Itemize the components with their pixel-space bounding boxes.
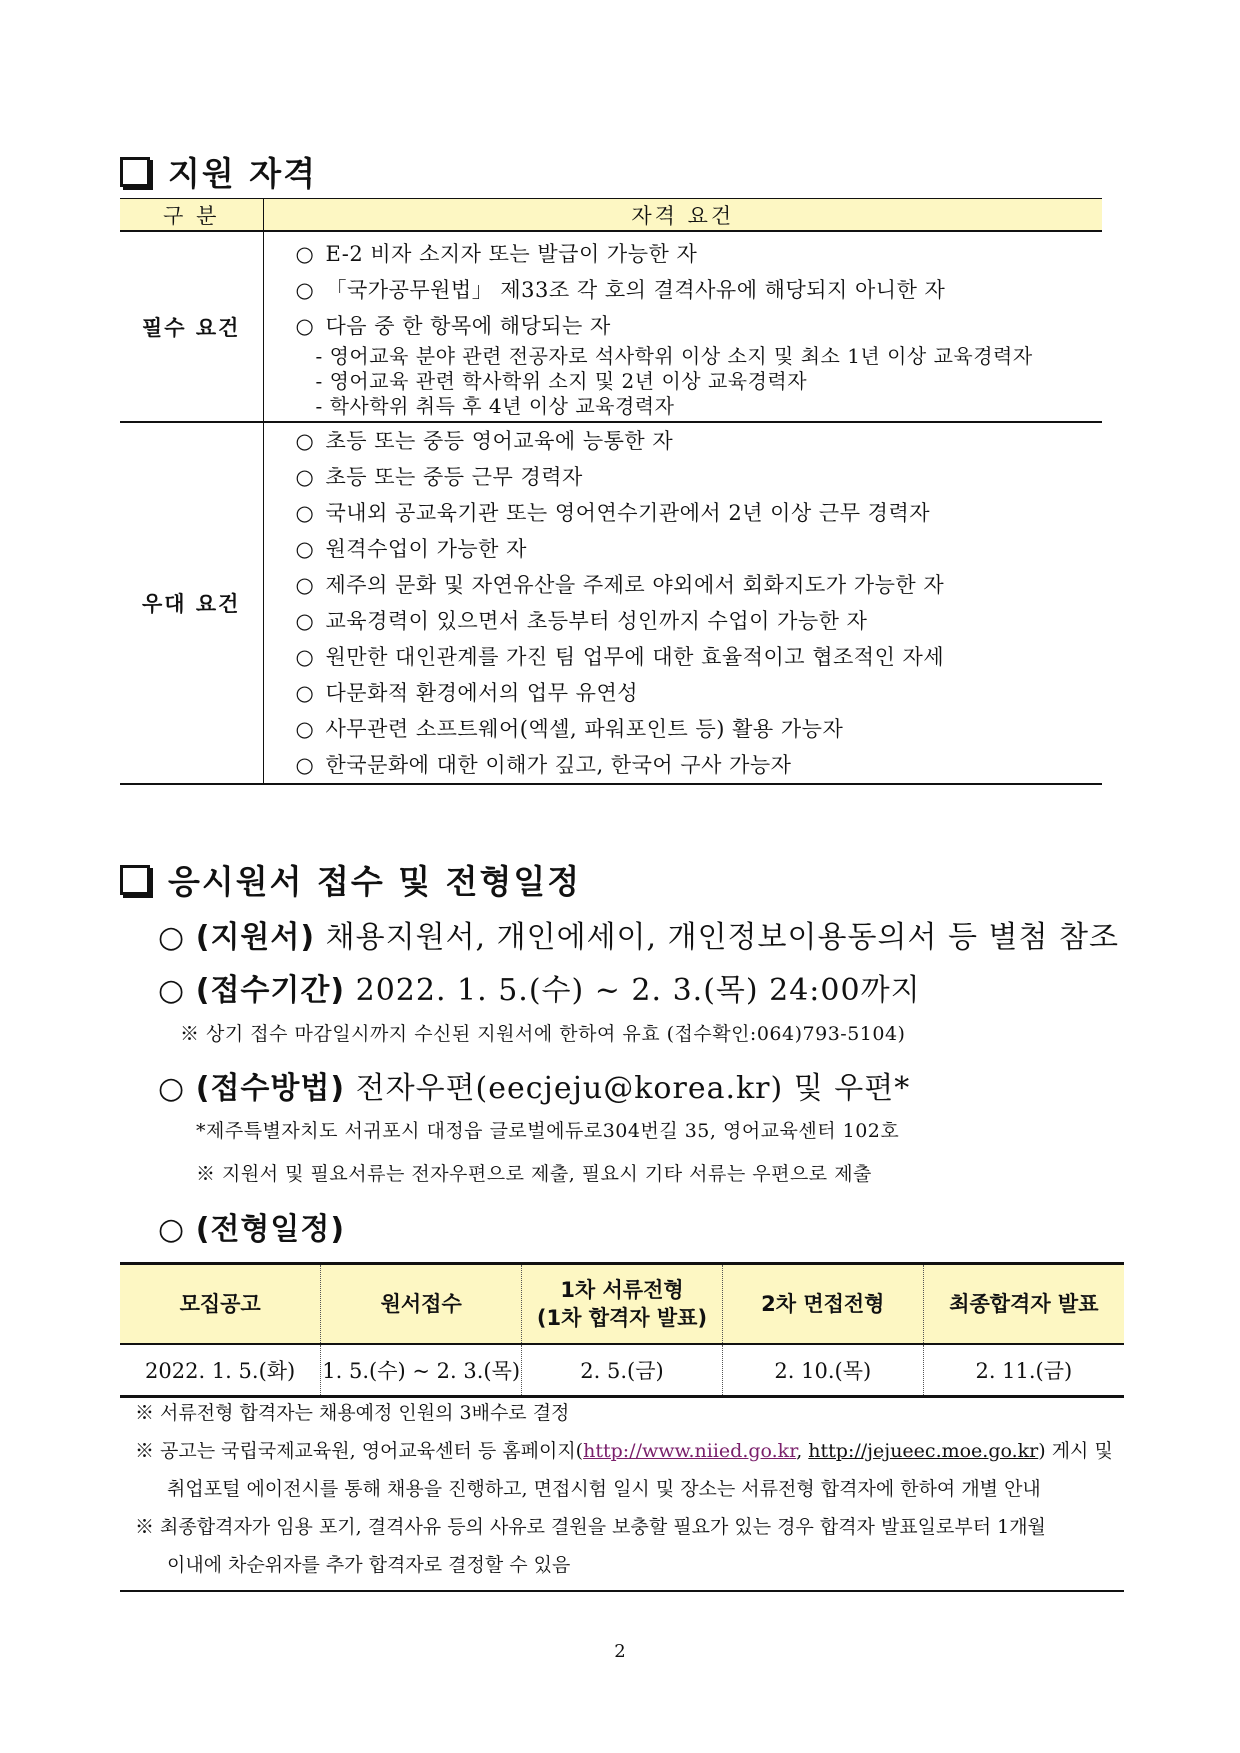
sub-item: - 영어교육 관련 학사학위 소지 및 2년 이상 교육경력자 [315,369,808,393]
header-document-screening: 1차 서류전형 (1차 합격자 발표) [522,1264,723,1345]
application-label: (지원서) [195,920,316,955]
bullet-icon: ○ [158,973,186,1008]
period-label: (접수기간) [195,973,346,1008]
footnote-3-continued: 이내에 차순위자를 추가 합격자로 결정할 수 있음 [167,1554,571,1576]
list-item: ○ 다음 중 한 항목에 해당되는 자 [264,308,1103,344]
list-item: ○ 사무관련 소프트웨어(엑셀, 파워포인트 등) 활용 가능자 [264,711,1103,747]
method-line [158,1063,910,1107]
bullet-icon: ○ [295,609,315,633]
footnote-3: ※ 최종합격자가 임용 포기, 결격사유 등의 사유로 결원을 보충할 필요가 있는 경우 합격자 발표일로부터 1개월 [135,1516,1046,1538]
jejueec-link[interactable]: http://jejueec.moe.go.kr [808,1440,1039,1462]
section-title-text: 지원 자격 [168,154,318,193]
bullet-icon: ○ [295,645,315,669]
list-item: ○ 국내외 공교육기관 또는 영어연수기관에서 2년 이상 근무 경력자 [264,495,1103,531]
header-interview: 2차 면접전형 [722,1264,923,1345]
checkbox-square-icon [120,865,150,895]
schedule-value-row [120,1344,1124,1397]
application-docs-line [158,912,1119,956]
required-label: 필수 요건 [120,231,263,422]
bullet-icon: ○ [295,429,315,453]
preferred-label: 우대 요건 [120,422,263,784]
footnotes [120,1394,1124,1592]
list-item: ○ 한국문화에 대한 이해가 깊고, 한국어 구사 가능자 [264,747,1103,783]
period-note: ※ 상기 접수 마감일시까지 수신된 지원서에 한하여 유효 (접수확인:064)793-5104) [180,1023,906,1045]
list-item: ○ 초등 또는 중등 영어교육에 능통한 자 [264,423,1103,459]
preferred-row [120,422,1102,784]
list-item: ○ 원만한 대인관계를 가진 팀 업무에 대한 효율적이고 협조적인 자세 [264,639,1103,675]
niied-link[interactable]: http://www.niied.go.kr [583,1440,797,1462]
list-item: ○ 제주의 문화 및 자연유산을 주제로 야외에서 회화지도가 가능한 자 [264,567,1103,603]
section-title-qualifications [120,148,317,195]
bullet-icon: ○ [295,242,315,266]
qualification-table [120,198,1102,785]
footnote-2-continued: 취업포털 에이전시를 통해 채용을 진행하고, 면접시험 일시 및 장소는 서류전형 합격자에 한하여 개별 안내 [167,1478,1041,1500]
bullet-icon: ○ [295,681,315,705]
list-item: ○ 「국가공무원법」 제33조 각 호의 결격사유에 해당되지 아니한 자 [264,272,1103,308]
period-line [158,965,921,1009]
header-requirements: 자격 요건 [263,199,1102,232]
bullet-icon: ○ [295,573,315,597]
application-text: 채용지원서, 개인에세이, 개인정보이용동의서 등 별첨 참조 [325,920,1119,955]
header-category: 구 분 [120,199,263,232]
bullet-icon: ○ [295,314,315,338]
sub-item: - 학사학위 취득 후 4년 이상 교육경력자 [315,394,675,418]
page-number: 2 [614,1641,626,1662]
preferred-items [263,422,1102,784]
method-text: 전자우편(eecjeju@korea.kr) 및 우편* [355,1071,911,1106]
schedule-line [158,1204,345,1248]
period-text: 2022. 1. 5.(수) ~ 2. 3.(목) 24:00까지 [355,973,921,1008]
schedule-label: (전형일정) [195,1212,346,1247]
address-note: *제주특별자치도 서귀포시 대정읍 글로벌에듀로304번길 35, 영어교육센터 102호 [196,1120,900,1142]
bullet-icon: ○ [295,278,315,302]
list-item: ○ 교육경력이 있으면서 초등부터 성인까지 수업이 가능한 자 [264,603,1103,639]
schedule-table [120,1262,1124,1398]
required-items [263,231,1102,422]
footnote-1: ※ 서류전형 합격자는 채용예정 인원의 3배수로 결정 [135,1402,570,1424]
footnote-2: ※ 공고는 국립국제교육원, 영어교육센터 등 홈페이지(http://www.niied.go.kr, http://jejueec.moe.go.kr) 게시 및 [135,1440,1113,1462]
list-item: ○ 원격수업이 가능한 자 [264,531,1103,567]
bullet-icon: ○ [295,717,315,741]
bullet-icon: ○ [158,1212,186,1247]
header-application: 원서접수 [321,1264,522,1345]
header-announcement: 모집공고 [120,1264,321,1345]
table-cell: 1. 5.(수) ~ 2. 3.(목) [321,1344,522,1397]
table-cell: 2. 5.(금) [522,1344,723,1397]
bullet-icon: ○ [295,501,315,525]
required-row [120,231,1102,422]
section-title-text: 응시원서 접수 및 전형일정 [168,862,582,901]
table-cell: 2. 10.(목) [722,1344,923,1397]
method-note: ※ 지원서 및 필요서류는 전자우편으로 제출, 필요시 기타 서류는 우편으로 제출 [196,1163,872,1185]
sub-item: - 영어교육 분야 관련 전공자로 석사학위 이상 소지 및 최소 1년 이상 교육경력자 [315,344,1033,368]
section-title-application [120,856,581,903]
bullet-icon: ○ [295,753,315,777]
list-item: ○ E-2 비자 소지자 또는 발급이 가능한 자 [264,236,1103,272]
table-header-row [120,199,1102,232]
checkbox-square-icon [120,157,150,187]
bullet-icon: ○ [295,465,315,489]
header-final-announcement: 최종합격자 발표 [923,1264,1124,1345]
bullet-icon: ○ [295,537,315,561]
bullet-icon: ○ [158,920,186,955]
method-label: (접수방법) [195,1071,346,1106]
table-cell: 2. 11.(금) [923,1344,1124,1397]
list-item: ○ 초등 또는 중등 근무 경력자 [264,459,1103,495]
schedule-header-row [120,1264,1124,1345]
table-cell: 2022. 1. 5.(화) [120,1344,321,1397]
bullet-icon: ○ [158,1071,186,1106]
list-item: ○ 다문화적 환경에서의 업무 유연성 [264,675,1103,711]
